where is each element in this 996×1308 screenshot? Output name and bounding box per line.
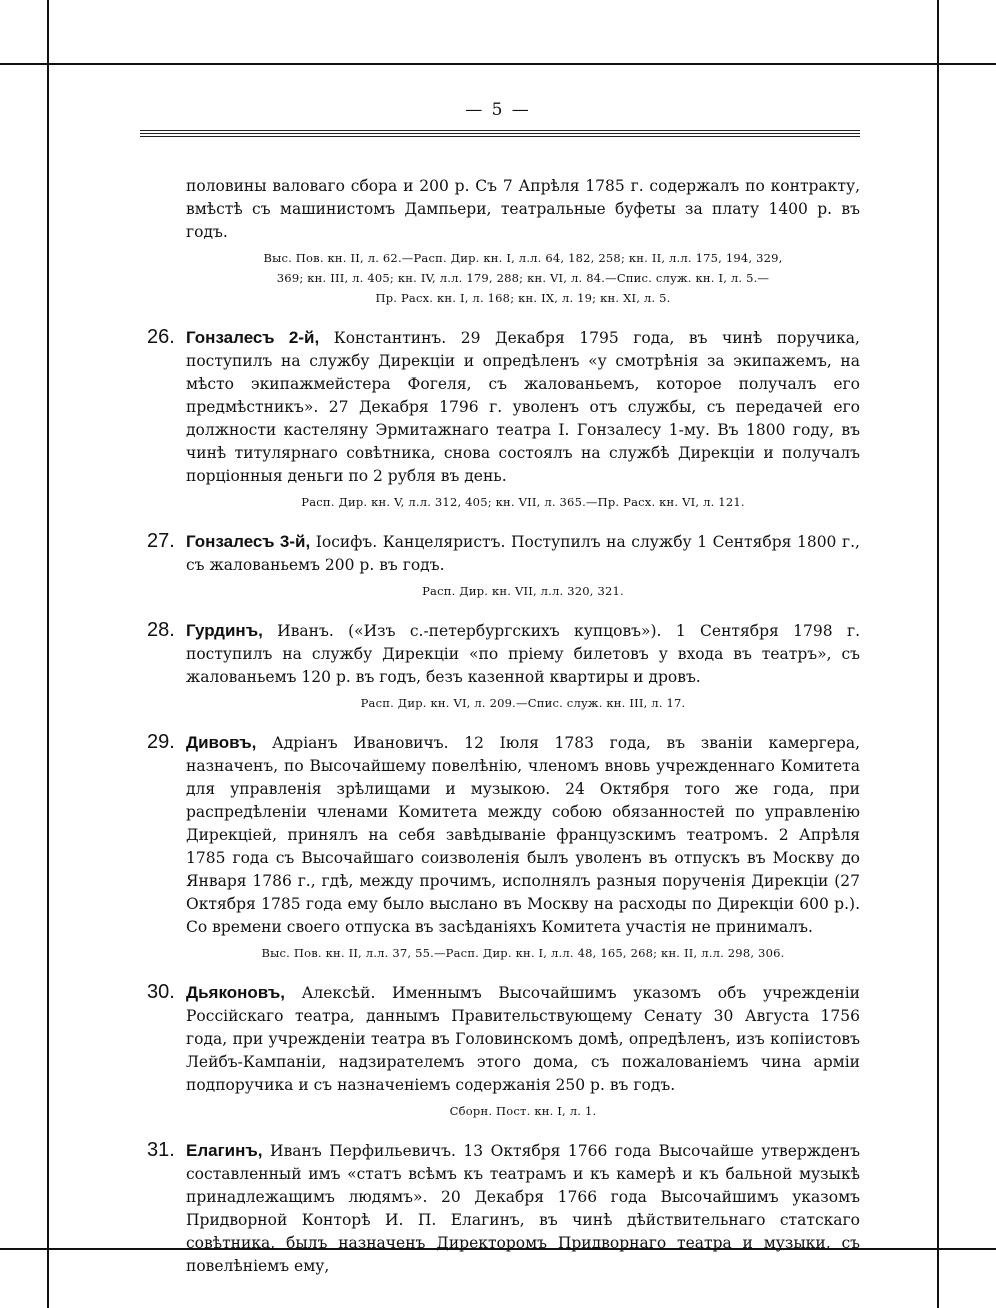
entry-number: 31. [147, 1139, 175, 1161]
intro-block [186, 175, 860, 308]
frame-left-line [47, 0, 49, 1308]
entry-26 [147, 326, 860, 512]
frame-right-line [937, 0, 939, 1308]
entry-number: 27. [147, 530, 175, 552]
entry-text: Константинъ. 29 Декабря 1795 года, въ чинѣ поручика, поступилъ на службу Дирекціи и опредѣленъ «у смотрѣнія за экипажемъ, на мѣсто экипажмейстера Фогеля, съ жалованьемъ, которое получалъ его предмѣстникъ». 27 Декабря 1796 г. уволенъ отъ службы, съ передачей его должности кастеляну Эрмитажнаго театра I. Гонзалесу 1-му. Въ 1800 году, въ чинѣ титулярнаго совѣтника, снова состоялъ на службѣ Дирекціи и получалъ порціонныя деньги по 2 рубля въ день. [186, 329, 860, 485]
entry-name: Дьяконовъ, [186, 983, 285, 1002]
entry-name: Дивовъ, [186, 733, 257, 752]
entry-text: Алексѣй. Именнымъ Высочайшимъ указомъ объ учрежденіи Россійскаго театра, даннымъ Правительствующему Сенату 30 Августа 1756 года, при учрежденіи театра въ Головинскомъ домѣ, опредѣленъ, изъ копіистовъ Лейбъ-Кампаніи, надзирателемъ этого дома, съ пожалованіемъ чина арміи подпоручика и съ назначеніемъ содержанія 250 р. въ годъ. [186, 984, 860, 1094]
entry-name: Елагинъ, [186, 1141, 263, 1160]
entry-30 [147, 981, 860, 1121]
intro-reference-line: 369; кн. III, л. 405; кн. IV, л.л. 179, 288; кн. VI, л. 84.—Спис. служ. кн. I, л. 5.— [276, 271, 770, 285]
entry-number: 26. [147, 326, 175, 348]
entry-27 [147, 530, 860, 601]
header-rule [140, 136, 860, 137]
entry-28 [147, 619, 860, 713]
entry-name: Гонзалесъ 2-й, [186, 328, 320, 347]
entry-reference: Расп. Дир. кн. V, л.л. 312, 405; кн. VII, л. 365.—Пр. Расх. кн. VI, л. 121. [301, 495, 745, 509]
entry-text: Адріанъ Ивановичъ. 12 Іюля 1783 года, въ званіи камергера, назначенъ, по Высочайшему повелѣнію, членомъ вновь учрежденнаго Комитета для управленія зрѣлищами и музыкою. 24 Октября того же года, при распредѣленіи членами Комитета между собою обязанностей по управленію Дирекціей, принялъ на себя завѣдываніе французскимъ театромъ. 2 Апрѣля 1785 года съ Высочайшаго соизволенія былъ уволенъ въ отпускъ въ Москву до Января 1786 г., гдѣ, между прочимъ, исполнялъ разныя порученія Дирекціи (27 Октября 1785 года ему было выслано въ Москву на расходы по Дирекціи 600 р.). Со времени своего отпуска въ засѣданіяхъ Комитета участія не принималъ. [186, 734, 860, 936]
entry-name: Гонзалесъ 3-й, [186, 532, 311, 551]
entry-reference: Выс. Пов. кн. II, л.л. 37, 55.—Расп. Дир. кн. I, л.л. 48, 165, 268; кн. II, л.л. 298, 306. [261, 946, 785, 960]
page-content [147, 175, 860, 1278]
entry-reference: Расп. Дир. кн. VI, л. 209.—Спис. служ. кн. III, л. 17. [360, 696, 686, 710]
entry-number: 29. [147, 731, 175, 753]
entry-text: Иванъ. («Изъ с.-петербургскихъ купцовъ»). 1 Сентября 1798 г. поступилъ на службу Дирекціи «по пріему билетовъ у входа въ театръ», съ жалованьемъ 120 р. въ годъ, безъ казенной квартиры и дровъ. [186, 622, 860, 686]
entry-text: Иванъ Перфильевичъ. 13 Октября 1766 года Высочайше утвержденъ составленный имъ «статъ всѣмъ къ театрамъ и къ камерѣ и къ бальной музыкѣ принадлежащимъ людямъ». 20 Декабря 1766 года Высочайшимъ указомъ Придворной Конторѣ И. П. Елагинъ, въ чинѣ дѣйствительнаго статскаго совѣтника, былъ назначенъ Директоромъ Придворнаго театра и музыки, съ повелѣніемъ ему, [186, 1142, 860, 1275]
entry-reference: Расп. Дир. кн. VII, л.л. 320, 321. [422, 584, 624, 598]
header-rule [140, 133, 860, 134]
entry-31 [147, 1139, 860, 1278]
entry-reference: Сборн. Пост. кн. I, л. 1. [449, 1104, 597, 1118]
entry-number: 30. [147, 981, 175, 1003]
entry-name: Гурдинъ, [186, 621, 263, 640]
entry-text: Іосифъ. Канцеляристъ. Поступилъ на службу 1 Сентября 1800 г., съ жалованьемъ 200 р. въ годъ. [186, 533, 860, 574]
frame-top-line [0, 63, 996, 65]
entry-number: 28. [147, 619, 175, 641]
intro-paragraph: половины валоваго сбора и 200 р. Съ 7 Апрѣля 1785 г. содержалъ по контракту, вмѣстѣ съ машинистомъ Дампьери, театральные буфеты за плату 1400 р. въ годъ. [186, 177, 860, 241]
page-number: — 5 — [465, 100, 531, 120]
intro-reference-line: Пр. Расх. кн. I, л. 168; кн. IX, л. 19; кн. XI, л. 5. [375, 291, 671, 305]
entry-29 [147, 731, 860, 963]
header-rule [140, 130, 860, 131]
intro-reference-line: Выс. Пов. кн. II, л. 62.—Расп. Дир. кн. I, л.л. 64, 182, 258; кн. II, л.л. 175, 194, 329, [263, 251, 783, 265]
